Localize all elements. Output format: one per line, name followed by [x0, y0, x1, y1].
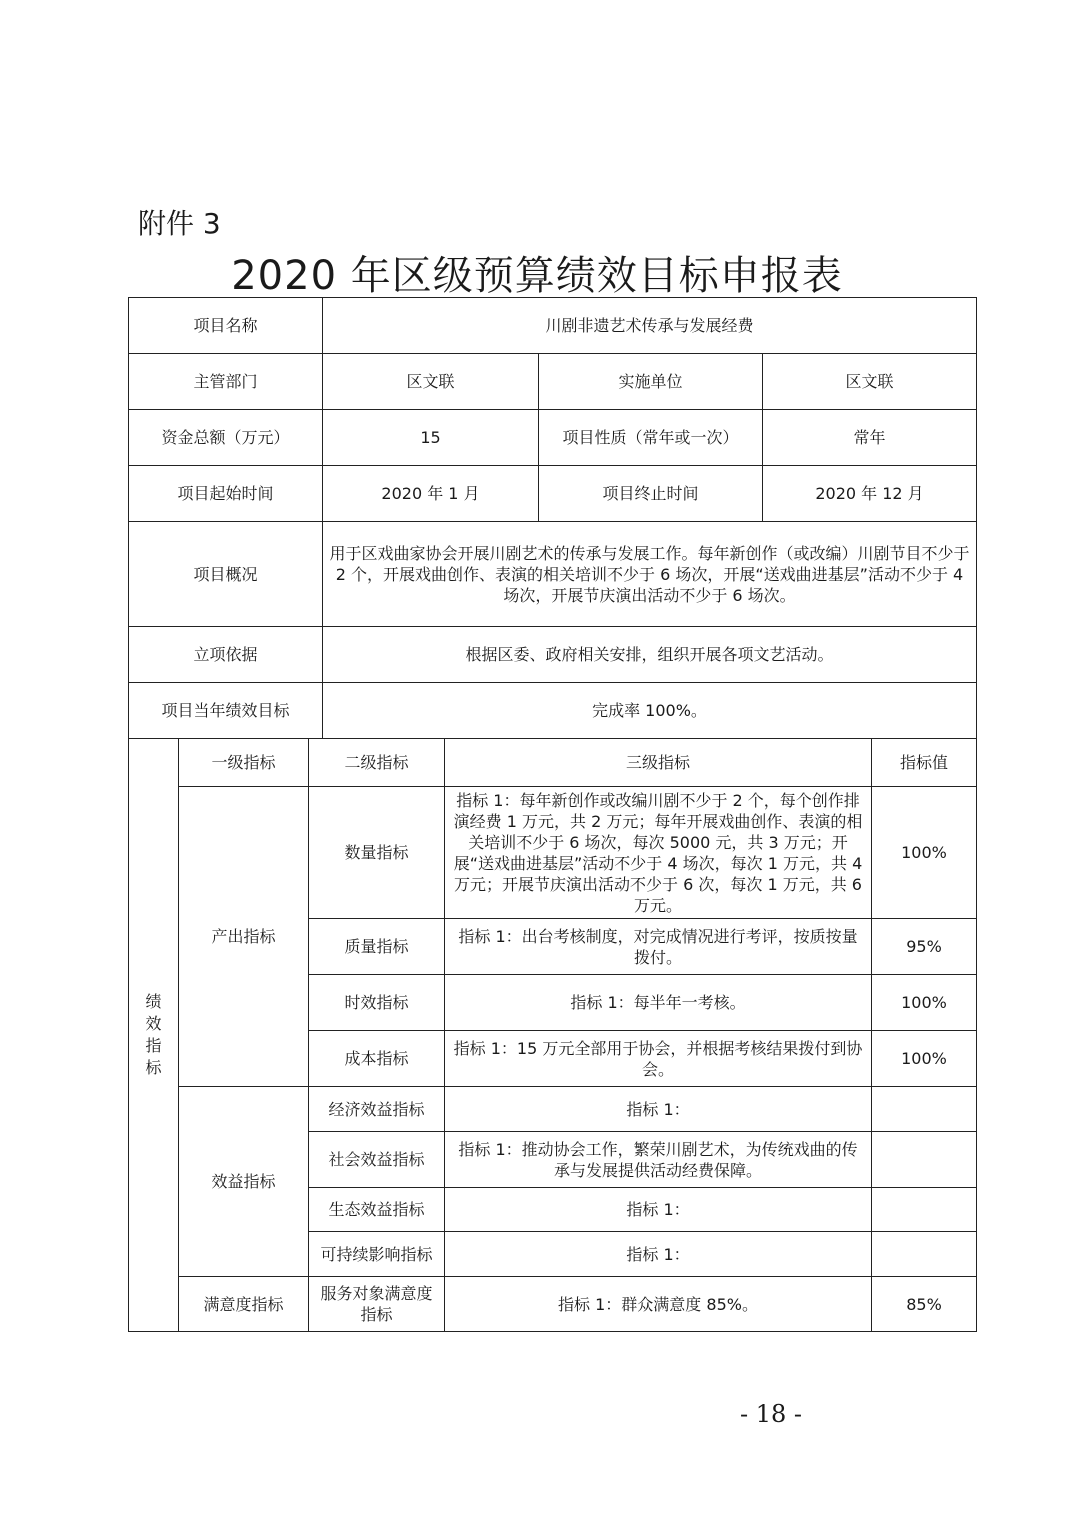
implementer-value: 区文联 [763, 354, 977, 410]
header-value: 指标值 [872, 739, 977, 787]
department-label: 主管部门 [129, 354, 323, 410]
cost-label: 成本指标 [309, 1031, 445, 1087]
economic-value [872, 1087, 977, 1132]
nature-value: 常年 [763, 410, 977, 466]
sustainable-value [872, 1232, 977, 1277]
overview-label: 项目概况 [129, 522, 323, 627]
funds-label: 资金总额（万元） [129, 410, 323, 466]
service-text: 指标 1：群众满意度 85%。 [445, 1277, 872, 1332]
benefit-indicator-label: 效益指标 [179, 1087, 309, 1277]
timeliness-value: 100% [872, 975, 977, 1031]
nature-label: 项目性质（常年或一次） [539, 410, 763, 466]
timeliness-text: 指标 1：每半年一考核。 [445, 975, 872, 1031]
output-indicator-label: 产出指标 [179, 787, 309, 1087]
attachment-label: 附件 3 [138, 207, 221, 240]
quantity-value: 100% [872, 787, 977, 919]
start-value: 2020 年 1 月 [323, 466, 539, 522]
header-level3: 三级指标 [445, 739, 872, 787]
cost-value: 100% [872, 1031, 977, 1087]
row-department [129, 354, 977, 410]
row-funds [129, 410, 977, 466]
indicators-section-label [129, 739, 179, 1332]
row-economic [129, 1087, 977, 1132]
row-goal [129, 683, 977, 739]
budget-performance-table [128, 297, 977, 1332]
end-value: 2020 年 12 月 [763, 466, 977, 522]
quantity-text: 指标 1：每年新创作或改编川剧不少于 2 个，每个创作排演经费 1 万元，共 2 万元；每年开展戏曲创作、表演的相关培训不少于 6 场次，每次 5000 元，共 3 万元；开展“送戏曲进基层”活动不少于 4 场次，每次 1 万元，共 4 万元；开展节庆演出活动不少于 6 次，每次 1 万元，共 6 万元。 [445, 787, 872, 919]
ecological-value [872, 1188, 977, 1232]
project-name-value: 川剧非遗艺术传承与发展经费 [323, 298, 977, 354]
sustainable-text: 指标 1： [445, 1232, 872, 1277]
quantity-label: 数量指标 [309, 787, 445, 919]
quality-text: 指标 1：出台考核制度，对完成情况进行考评，按质按量拨付。 [445, 919, 872, 975]
row-overview [129, 522, 977, 627]
implementer-label: 实施单位 [539, 354, 763, 410]
social-label: 社会效益指标 [309, 1132, 445, 1188]
end-label: 项目终止时间 [539, 466, 763, 522]
sustainable-label: 可持续影响指标 [309, 1232, 445, 1277]
form-title: 2020 年区级预算绩效目标申报表 [231, 253, 843, 299]
satisfaction-indicator-label: 满意度指标 [179, 1277, 309, 1332]
ecological-label: 生态效益指标 [309, 1188, 445, 1232]
row-satisfaction [129, 1277, 977, 1332]
economic-text: 指标 1： [445, 1087, 872, 1132]
service-label: 服务对象满意度指标 [309, 1277, 445, 1332]
funds-value: 15 [323, 410, 539, 466]
social-value [872, 1132, 977, 1188]
goal-label: 项目当年绩效目标 [129, 683, 323, 739]
quality-value: 95% [872, 919, 977, 975]
department-value: 区文联 [323, 354, 539, 410]
header-level1: 一级指标 [179, 739, 309, 787]
social-text: 指标 1：推动协会工作，繁荣川剧艺术，为传统戏曲的传承与发展提供活动经费保障。 [445, 1132, 872, 1188]
page-number: - 18 - [740, 1400, 803, 1428]
goal-text: 完成率 100%。 [323, 683, 977, 739]
basis-text: 根据区委、政府相关安排，组织开展各项文艺活动。 [323, 627, 977, 683]
overview-text: 用于区戏曲家协会开展川剧艺术的传承与发展工作。每年新创作（或改编）川剧节目不少于 2 个，开展戏曲创作、表演的相关培训不少于 6 场次，开展“送戏曲进基层”活动不少于 4 场次，开展节庆演出活动不少于 6 场次。 [323, 522, 977, 627]
project-name-label: 项目名称 [129, 298, 323, 354]
indicators-section-text: 绩效指标 [145, 992, 162, 1077]
service-value: 85% [872, 1277, 977, 1332]
ecological-text: 指标 1： [445, 1188, 872, 1232]
row-project-name [129, 298, 977, 354]
start-label: 项目起始时间 [129, 466, 323, 522]
basis-label: 立项依据 [129, 627, 323, 683]
row-quantity [129, 787, 977, 919]
row-indicator-headers [129, 739, 977, 787]
header-level2: 二级指标 [309, 739, 445, 787]
cost-text: 指标 1：15 万元全部用于协会，并根据考核结果拨付到协会。 [445, 1031, 872, 1087]
timeliness-label: 时效指标 [309, 975, 445, 1031]
row-basis [129, 627, 977, 683]
economic-label: 经济效益指标 [309, 1087, 445, 1132]
row-period [129, 466, 977, 522]
quality-label: 质量指标 [309, 919, 445, 975]
